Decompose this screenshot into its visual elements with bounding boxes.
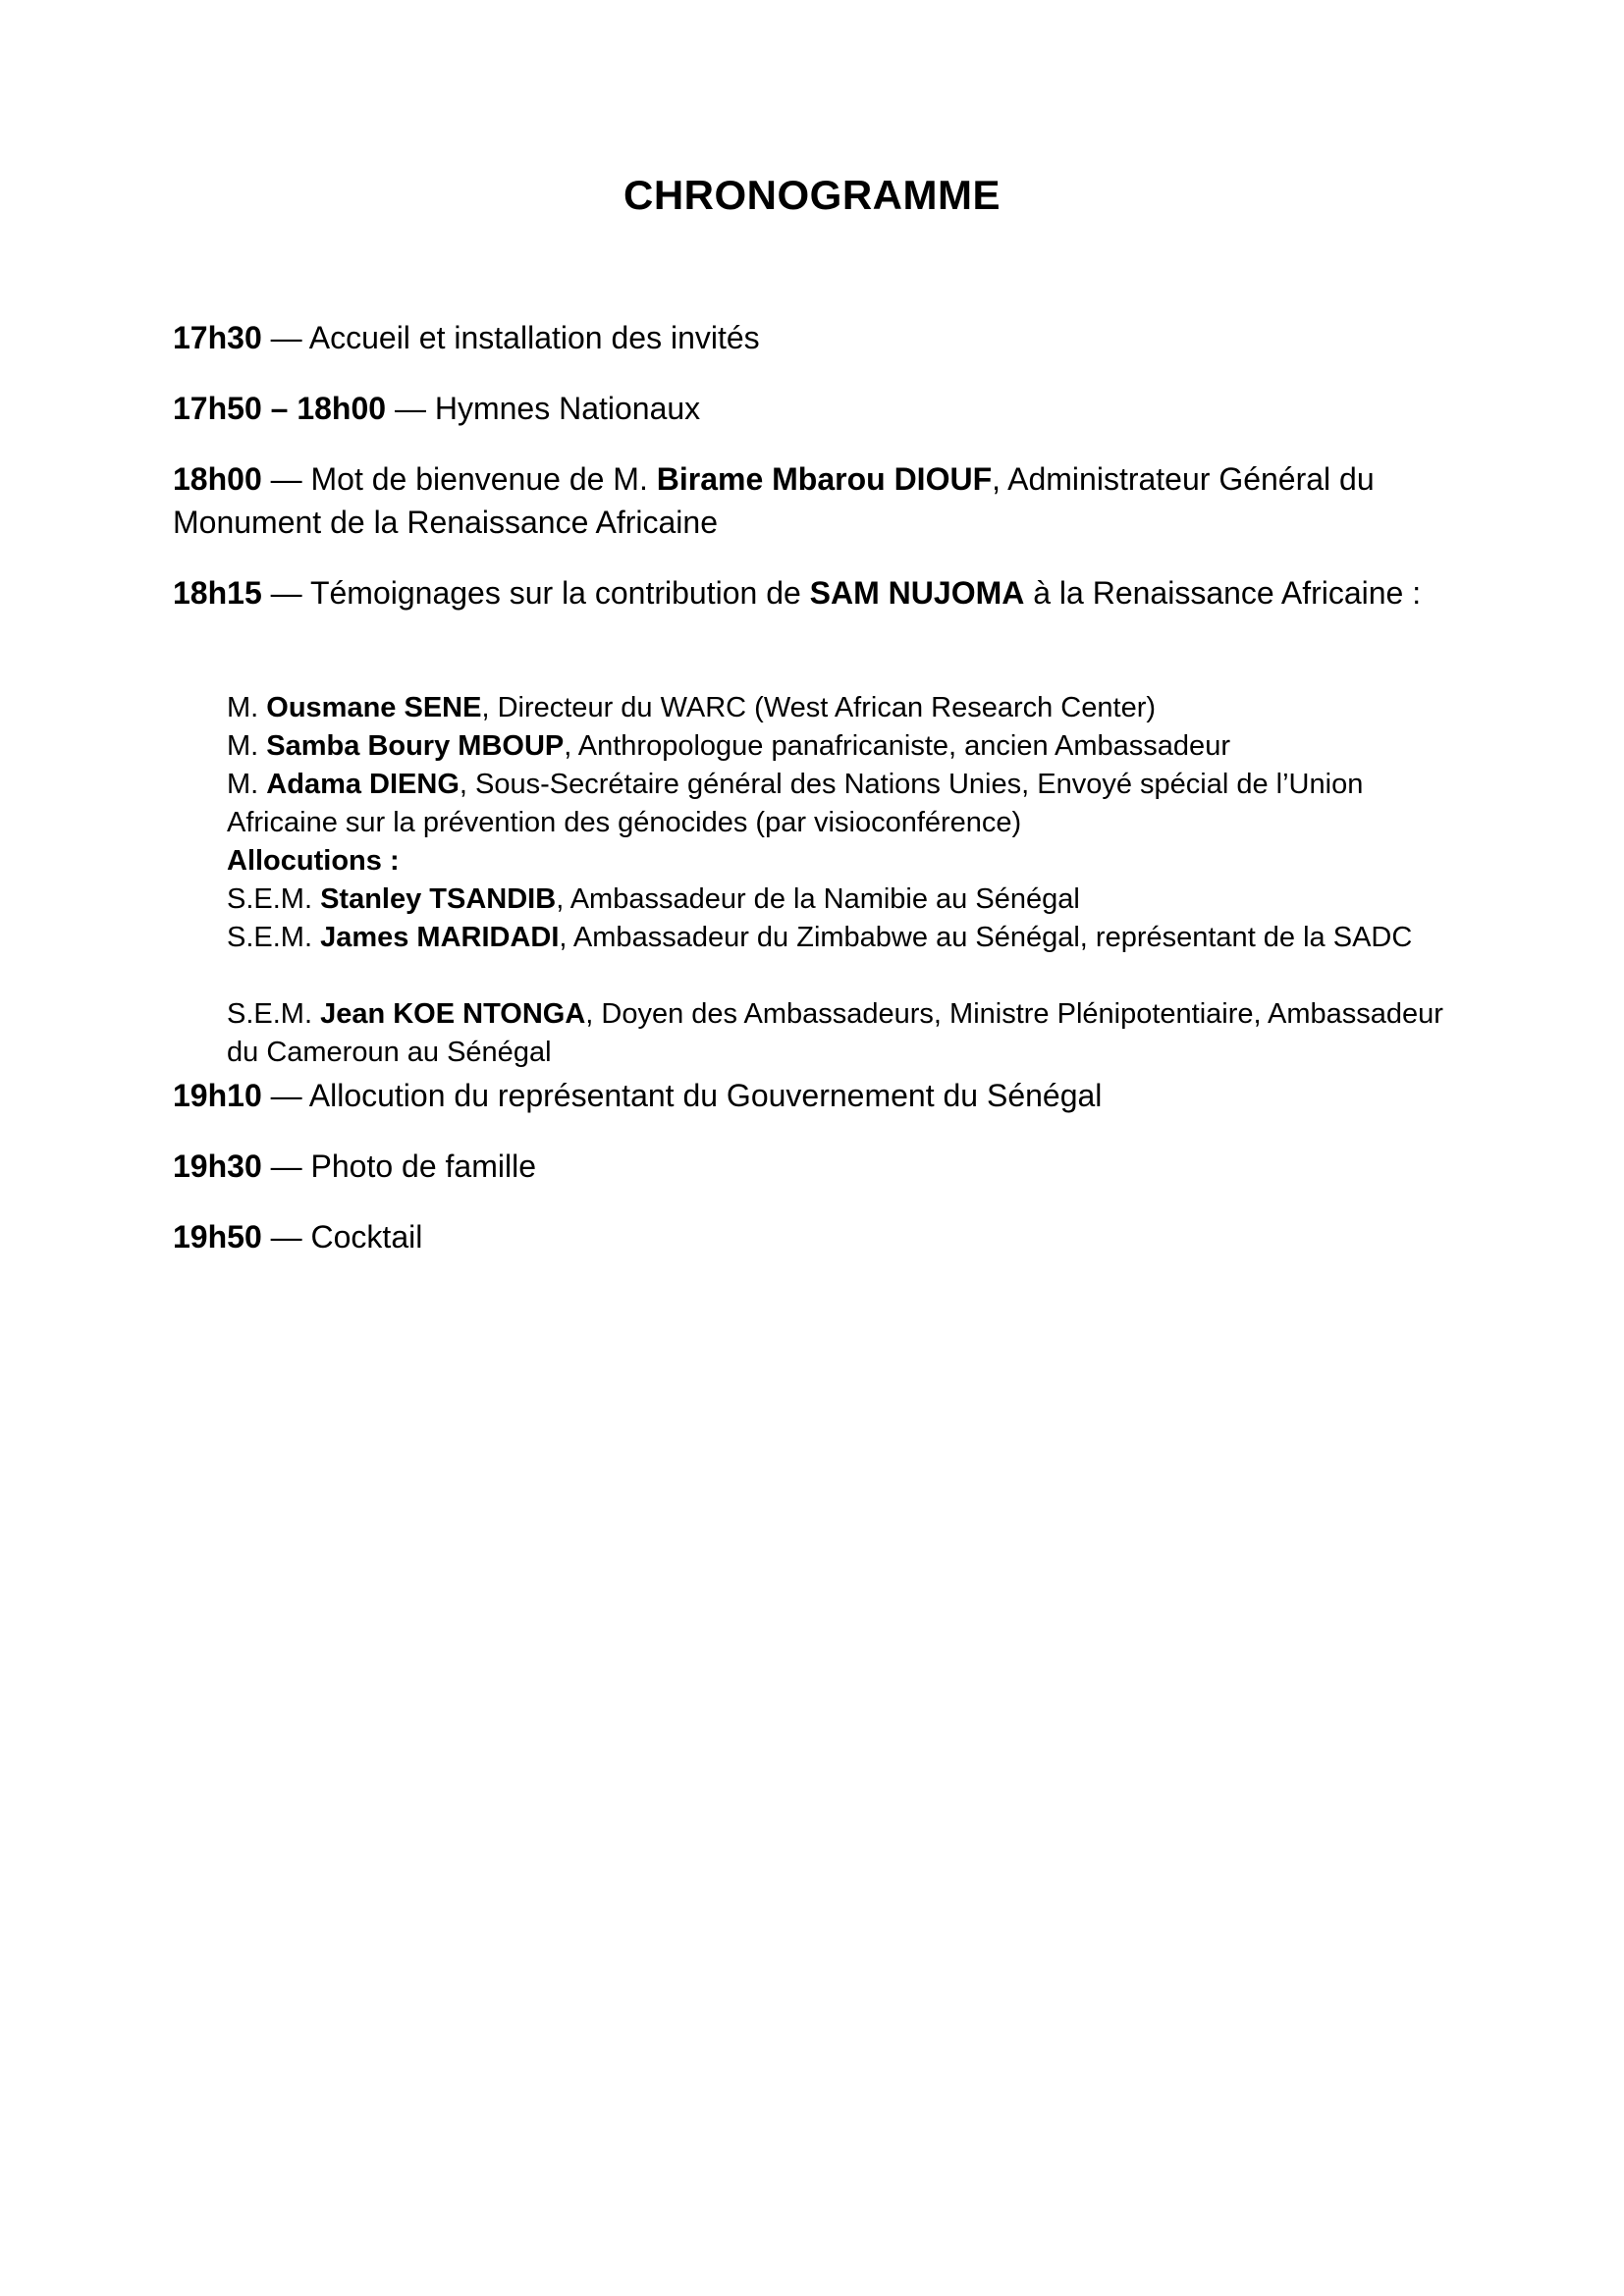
ambassador-entry — [227, 919, 1464, 957]
item-text: Accueil et installation des invités — [308, 320, 760, 355]
speaker-name: Ousmane SENE — [266, 692, 482, 723]
time-label: 19h30 — [173, 1148, 262, 1184]
schedule-item-1750 — [173, 387, 1479, 430]
item-text: Cocktail — [310, 1219, 423, 1255]
ambassador-entry — [227, 881, 1464, 919]
schedule-item-1800 — [173, 457, 1479, 544]
schedule-item-1815 — [173, 571, 1479, 614]
speaker-entry — [227, 727, 1464, 766]
dash: — — [270, 575, 302, 611]
schedule-item-1930 — [173, 1145, 1479, 1188]
dash: — — [270, 1148, 302, 1184]
speaker-entry — [227, 766, 1464, 842]
item-text: Photo de famille — [310, 1148, 536, 1184]
speaker-role: , Anthropologue panafricaniste, ancien Ambassadeur — [564, 730, 1230, 762]
dash: — — [394, 391, 426, 426]
time-label: 17h50 – 18h00 — [173, 391, 387, 426]
schedule-item-1910 — [173, 1074, 1479, 1117]
speaker-role: , Directeur du WARC (West African Research Center) — [481, 692, 1157, 723]
ambassador-role: , Doyen des Ambassadeurs, Ministre Plénipotentiaire, Ambassadeur du Cameroun au Sénégal — [227, 998, 1443, 1068]
item-text: Allocution du représentant du Gouvernement du Sénégal — [308, 1078, 1103, 1113]
speaker-prefix: M. — [227, 692, 259, 723]
page-title: CHRONOGRAMME — [623, 172, 1001, 218]
ambassador-prefix: S.E.M. — [227, 998, 313, 1030]
person-name: SAM NUJOMA — [809, 575, 1025, 611]
speaker-prefix: M. — [227, 769, 259, 800]
allocutions-heading — [227, 842, 1464, 881]
ambassador-name: Jean KOE NTONGA — [320, 998, 586, 1030]
time-label: 19h10 — [173, 1078, 262, 1113]
time-label: 17h30 — [173, 320, 262, 355]
item-text: Témoignages sur la contribution de — [309, 575, 801, 611]
schedule-item-1730 — [173, 316, 1479, 359]
time-label: 18h15 — [173, 575, 262, 611]
ambassador-role: , Ambassadeur du Zimbabwe au Sénégal, représentant de la SADC — [559, 922, 1413, 953]
item-text: Mot de bienvenue de M. — [310, 461, 648, 497]
ambassador-name: Stanley TSANDIB — [320, 883, 557, 915]
allocutions-label: Allocutions : — [227, 845, 400, 877]
item-text: à la Renaissance Africaine : — [1033, 575, 1422, 611]
item-text: , Administrateur Général du Monument de la Renaissance Africaine — [173, 461, 1375, 540]
schedule-item-1950 — [173, 1215, 1479, 1258]
ambassador-role: , Ambassadeur de la Namibie au Sénégal — [556, 883, 1080, 915]
time-label: 19h50 — [173, 1219, 262, 1255]
time-label: 18h00 — [173, 461, 262, 497]
speaker-name: Samba Boury MBOUP — [266, 730, 565, 762]
ambassador-prefix: S.E.M. — [227, 922, 313, 953]
person-name: Birame Mbarou DIOUF — [656, 461, 993, 497]
ambassador-name: James MARIDADI — [320, 922, 560, 953]
ambassador-entry — [227, 995, 1464, 1072]
speaker-name: Adama DIENG — [266, 769, 460, 800]
ambassador-prefix: S.E.M. — [227, 883, 313, 915]
dash: — — [270, 320, 302, 355]
dash: — — [270, 461, 302, 497]
dash: — — [270, 1219, 302, 1255]
dash: — — [270, 1078, 302, 1113]
speaker-prefix: M. — [227, 730, 259, 762]
item-text: Hymnes Nationaux — [434, 391, 701, 426]
speaker-role: , Sous-Secrétaire général des Nations Unies, Envoyé spécial de l’Union Africaine sur la prévention des génocides (par visioconférence) — [227, 769, 1364, 838]
speaker-entry — [227, 689, 1464, 727]
